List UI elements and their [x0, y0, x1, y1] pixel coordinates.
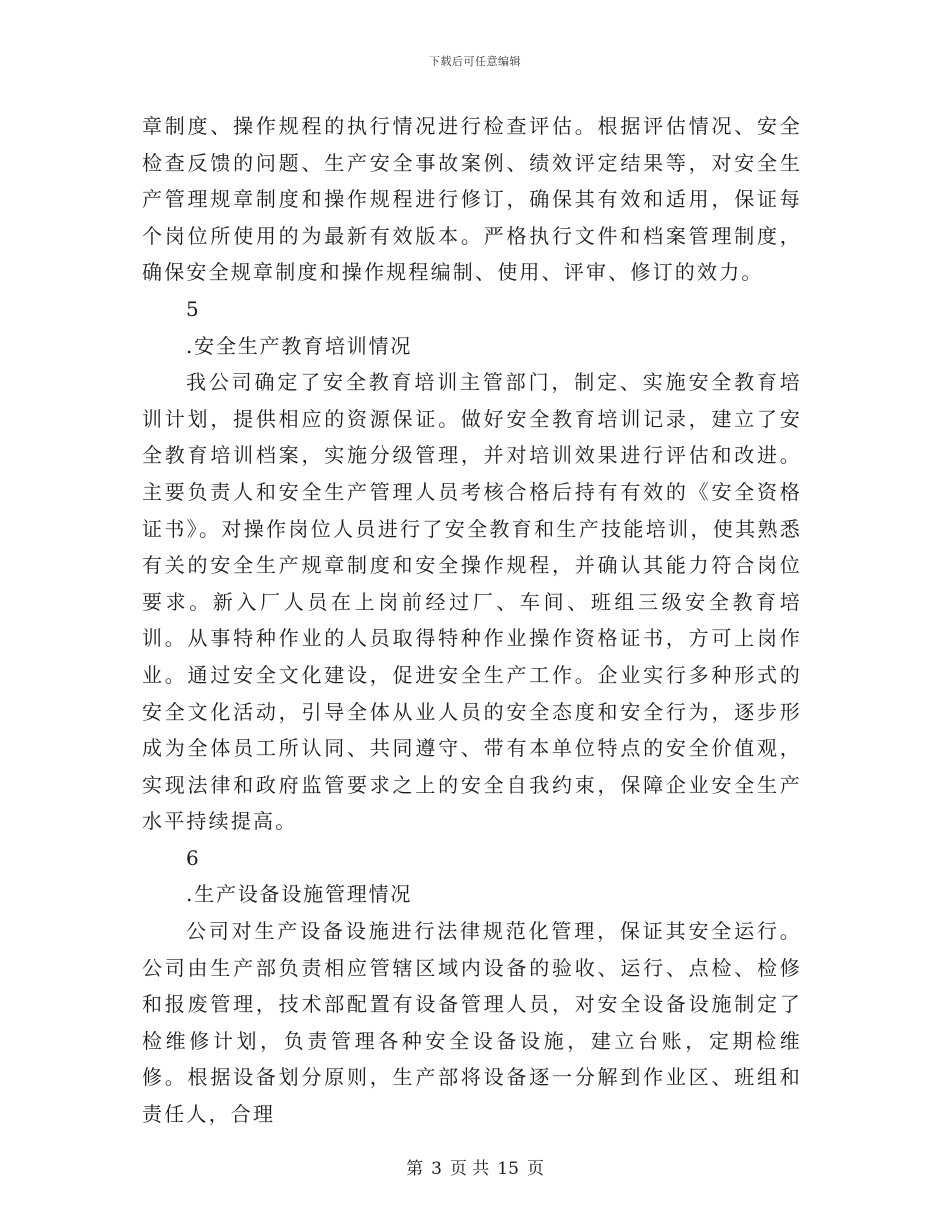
- document-body: [142, 108, 802, 1133]
- page-middle: 页 共: [449, 1159, 490, 1179]
- page-current: 3: [431, 1159, 442, 1179]
- page-prefix: 第: [406, 1159, 424, 1179]
- paragraph-continued: 章制度、操作规程的执行情况进行检查评估。根据评估情况、安全检查反馈的问题、生产安全事故案例、绩效评定结果等，对安全生产管理规章制度和操作规程进行修订，确保其有效和适用，保证每个岗位所使用的为最新有效版本。严格执行文件和档案管理制度，确保安全规章制度和操作规程编制、使用、评审、修订的效力。: [142, 114, 802, 285]
- page-total: 15: [497, 1159, 519, 1179]
- section-6-paragraph: 公司对生产设备设施进行法律规范化管理，保证其安全运行。公司由生产部负责相应管辖区域内设备的验收、运行、点检、检修和报废管理，技术部配置有设备管理人员，对安全设备设施制定了检维修计划，负责管理各种安全设备设施，建立台账，定期检维修。根据设备划分原则，生产部将设备逐一分解到作业区、班组和责任人，合理: [142, 919, 802, 1127]
- section-6-number: 6: [186, 845, 201, 870]
- section-6-title: .生产设备设施管理情况: [186, 882, 413, 907]
- section-5-number: 5: [186, 296, 201, 321]
- page-footer: [0, 1154, 950, 1179]
- section-5-title: .安全生产教育培训情况: [186, 333, 413, 358]
- section-5-paragraph: 我公司确定了安全教育培训主管部门，制定、实施安全教育培训计划，提供相应的资源保证。做好安全教育培训记录，建立了安全教育培训档案，实施分级管理，并对培训效果进行评估和改进。主要负责人和安全生产管理人员考核合格后持有有效的《安全资格证书》。对操作岗位人员进行了安全教育和生产技能培训，使其熟悉有关的安全生产规章制度和安全操作规程，并确认其能力符合岗位要求。新入厂人员在上岗前经过厂、车间、班组三级安全教育培训。从事特种作业的人员取得特种作业操作资格证书，方可上岗作业。通过安全文化建设，促进安全生产工作。企业实行多种形式的安全文化活动，引导全体从业人员的安全态度和安全行为，逐步形成为全体员工所认同、共同遵守、带有本单位特点的安全价值观，实现法律和政府监管要求之上的安全自我约束，保障企业安全生产水平持续提高。: [142, 370, 802, 834]
- page-header: 下载后可任意编辑: [429, 55, 521, 68]
- page-suffix: 页: [526, 1159, 544, 1179]
